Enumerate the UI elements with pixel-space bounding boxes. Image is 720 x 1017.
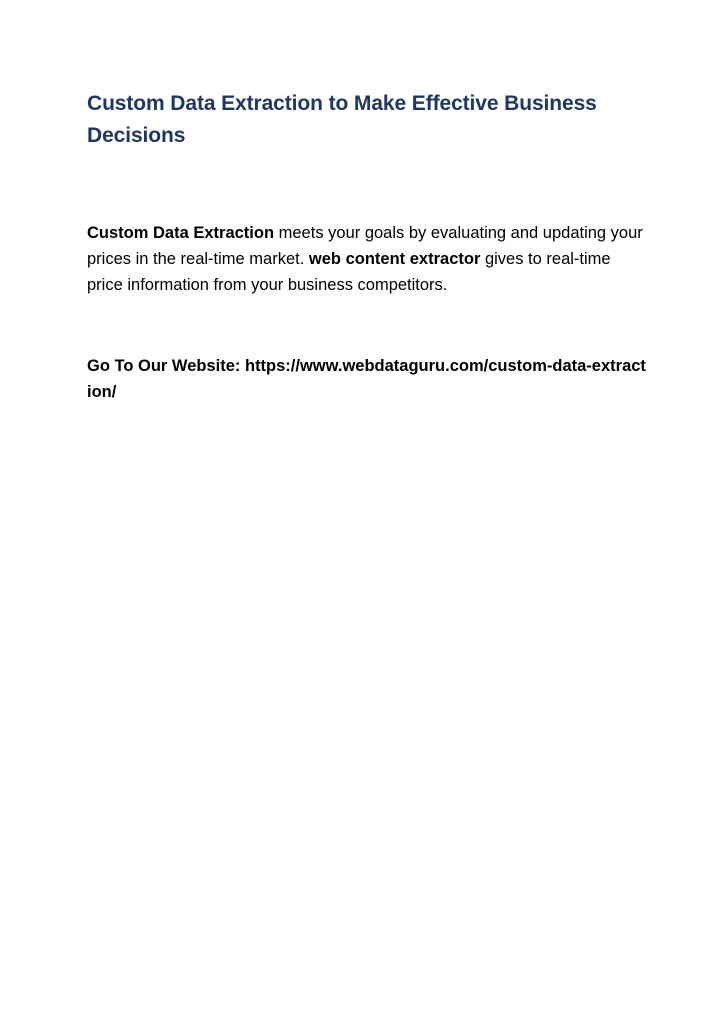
keyword-web-content-extractor: web content extractor <box>308 250 481 268</box>
paragraph-text-2: gives to real-time price information from your business competitors. <box>87 250 611 294</box>
intro-paragraph <box>87 220 647 298</box>
website-url[interactable]: https://www.webdataguru.com/custom-data-extraction/ <box>87 357 646 401</box>
keyword-custom-data-extraction: Custom Data Extraction <box>87 224 275 242</box>
website-line <box>87 353 647 405</box>
website-label: Go To Our Website: <box>87 357 245 375</box>
document-content <box>87 88 647 405</box>
paragraph-text-1: meets your goals by evaluating and updating your prices in the real-time market. <box>87 224 643 268</box>
document-title: Custom Data Extraction to Make Effective Business Decisions <box>87 92 597 147</box>
